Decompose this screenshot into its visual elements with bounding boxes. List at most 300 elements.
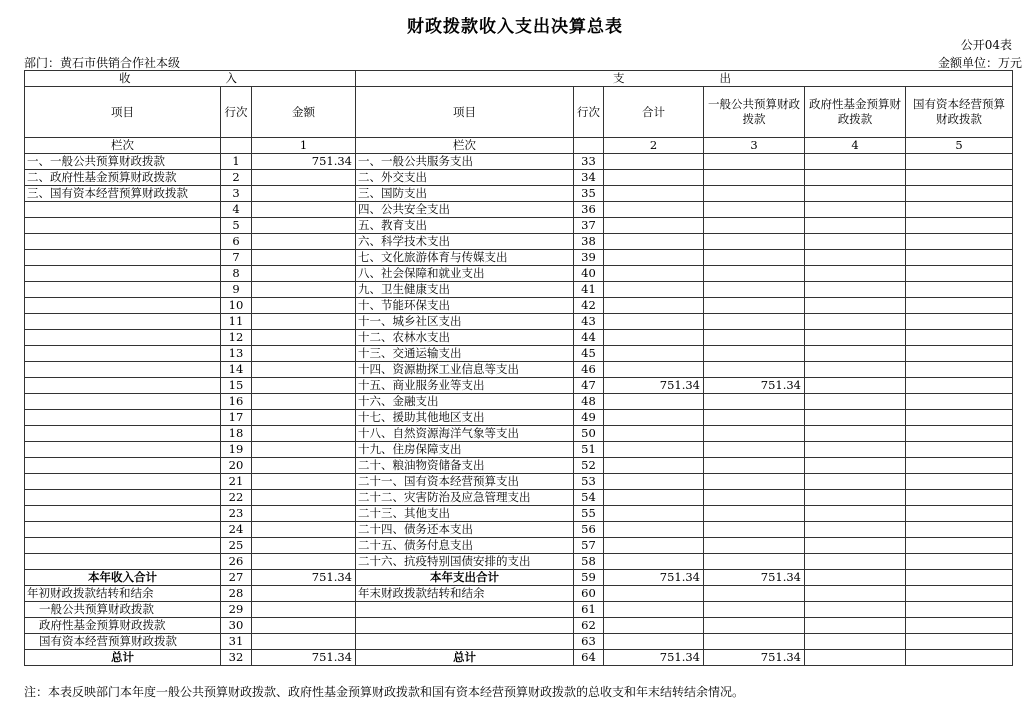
amount xyxy=(906,170,1013,186)
table-row xyxy=(25,426,1013,442)
col-label: 栏次 xyxy=(25,138,221,154)
amount xyxy=(704,170,805,186)
grand-income-label: 总计 xyxy=(25,650,221,666)
table-row xyxy=(25,266,1013,282)
line-no: 26 xyxy=(221,554,252,570)
amount xyxy=(805,378,906,394)
income-item xyxy=(25,394,221,410)
line-no: 4 xyxy=(221,202,252,218)
empty-cell xyxy=(805,602,906,618)
income-item xyxy=(25,282,221,298)
amount xyxy=(906,250,1013,266)
amount xyxy=(805,250,906,266)
line-no: 48 xyxy=(574,394,604,410)
table-row xyxy=(25,234,1013,250)
line-no: 62 xyxy=(574,618,604,634)
income-item: 一、一般公共预算财政拨款 xyxy=(25,154,221,170)
income-item xyxy=(25,506,221,522)
amount xyxy=(604,442,704,458)
line-no: 34 xyxy=(574,170,604,186)
empty-cell xyxy=(221,138,252,154)
budget-summary-table xyxy=(24,70,1013,666)
empty-cell xyxy=(604,586,704,602)
line-no: 49 xyxy=(574,410,604,426)
line-no: 20 xyxy=(221,458,252,474)
amount xyxy=(252,266,356,282)
amount xyxy=(906,346,1013,362)
col-label: 栏次 xyxy=(356,138,574,154)
line-no: 2 xyxy=(221,170,252,186)
amount xyxy=(604,522,704,538)
amount xyxy=(805,298,906,314)
amount xyxy=(805,202,906,218)
amount xyxy=(252,186,356,202)
amount xyxy=(604,266,704,282)
amount xyxy=(805,474,906,490)
table-row xyxy=(25,346,1013,362)
amount xyxy=(906,362,1013,378)
line-no: 15 xyxy=(221,378,252,394)
line-no: 33 xyxy=(574,154,604,170)
amount xyxy=(604,154,704,170)
amount xyxy=(906,154,1013,170)
income-item xyxy=(25,346,221,362)
amount xyxy=(805,346,906,362)
line-no: 19 xyxy=(221,442,252,458)
empty-cell xyxy=(805,634,906,650)
amount xyxy=(704,458,805,474)
empty-cell xyxy=(704,618,805,634)
amount xyxy=(906,202,1013,218)
table-row xyxy=(25,186,1013,202)
amount xyxy=(805,426,906,442)
empty-cell xyxy=(906,586,1013,602)
empty-cell xyxy=(604,618,704,634)
line-no: 16 xyxy=(221,394,252,410)
line-no: 31 xyxy=(221,634,252,650)
line-no: 23 xyxy=(221,506,252,522)
amount xyxy=(805,362,906,378)
expense-item: 八、社会保障和就业支出 xyxy=(356,266,574,282)
amount xyxy=(604,282,704,298)
expense-item: 十四、资源勘探工业信息等支出 xyxy=(356,362,574,378)
amount xyxy=(906,442,1013,458)
empty-cell xyxy=(906,618,1013,634)
amount: 751.34 xyxy=(604,570,704,586)
amount xyxy=(906,474,1013,490)
income-item xyxy=(25,458,221,474)
amount xyxy=(604,426,704,442)
amount xyxy=(604,490,704,506)
begin-fund-label: 政府性基金预算财政拨款 xyxy=(25,618,221,634)
carryover-capital-row xyxy=(25,634,1013,650)
expense-item: 十六、金融支出 xyxy=(356,394,574,410)
income-item xyxy=(25,378,221,394)
amount xyxy=(805,506,906,522)
empty-cell xyxy=(252,634,356,650)
income-item xyxy=(25,426,221,442)
amount xyxy=(252,314,356,330)
line-no: 1 xyxy=(221,154,252,170)
col-header-amount: 金额 xyxy=(252,87,356,138)
line-no: 13 xyxy=(221,346,252,362)
line-no: 36 xyxy=(574,202,604,218)
amount: 751.34 xyxy=(252,154,356,170)
table-row xyxy=(25,282,1013,298)
amount xyxy=(704,554,805,570)
empty-cell xyxy=(574,138,604,154)
amount xyxy=(704,186,805,202)
expense-item: 十二、农林水支出 xyxy=(356,330,574,346)
amount xyxy=(704,282,805,298)
amount xyxy=(805,234,906,250)
year-income-total-label: 本年收入合计 xyxy=(25,570,221,586)
amount xyxy=(252,458,356,474)
col-number: 5 xyxy=(906,138,1013,154)
amount xyxy=(604,314,704,330)
line-no: 52 xyxy=(574,458,604,474)
amount xyxy=(704,314,805,330)
amount xyxy=(252,426,356,442)
amount xyxy=(704,250,805,266)
line-no: 6 xyxy=(221,234,252,250)
income-item xyxy=(25,234,221,250)
amount xyxy=(704,154,805,170)
col-header-state-capital: 国有资本经营预算财政拨款 xyxy=(906,87,1013,138)
amount xyxy=(805,218,906,234)
empty-cell xyxy=(356,618,574,634)
income-section-header: 收 入 xyxy=(25,71,356,87)
income-item xyxy=(25,442,221,458)
amount xyxy=(704,522,805,538)
income-item xyxy=(25,554,221,570)
amount: 751.34 xyxy=(252,650,356,666)
amount xyxy=(906,554,1013,570)
income-item xyxy=(25,490,221,506)
table-row xyxy=(25,506,1013,522)
table-row xyxy=(25,442,1013,458)
empty-cell xyxy=(252,602,356,618)
amount xyxy=(704,410,805,426)
empty-cell xyxy=(252,618,356,634)
column-header-row xyxy=(25,87,1013,138)
report-title: 财政拨款收入支出决算总表 xyxy=(407,17,623,37)
col-header-gov-fund: 政府性基金预算财政拨款 xyxy=(805,87,906,138)
empty-cell xyxy=(604,602,704,618)
year-total-row xyxy=(25,570,1013,586)
line-no: 40 xyxy=(574,266,604,282)
amount xyxy=(604,362,704,378)
amount xyxy=(906,426,1013,442)
amount xyxy=(906,218,1013,234)
amount xyxy=(906,186,1013,202)
amount xyxy=(805,266,906,282)
amount xyxy=(906,314,1013,330)
amount xyxy=(604,218,704,234)
table-row xyxy=(25,298,1013,314)
amount xyxy=(252,538,356,554)
form-code: 公开04表 xyxy=(960,38,1012,52)
line-no: 44 xyxy=(574,330,604,346)
footnote: 注：本表反映部门本年度一般公共预算财政拨款、政府性基金预算财政拨款和国有资本经营预算财政拨款的总收支和年末结转结余情况。 xyxy=(24,685,745,699)
expense-item: 六、科学技术支出 xyxy=(356,234,574,250)
line-no: 58 xyxy=(574,554,604,570)
line-no: 17 xyxy=(221,410,252,426)
expense-item: 十九、住房保障支出 xyxy=(356,442,574,458)
amount xyxy=(604,458,704,474)
expense-item: 二十一、国有资本经营预算支出 xyxy=(356,474,574,490)
income-item xyxy=(25,266,221,282)
amount xyxy=(604,330,704,346)
amount xyxy=(906,458,1013,474)
line-no: 38 xyxy=(574,234,604,250)
col-header-line-no: 行次 xyxy=(221,87,252,138)
amount xyxy=(704,474,805,490)
expense-item: 二十二、灾害防治及应急管理支出 xyxy=(356,490,574,506)
expense-item: 二十三、其他支出 xyxy=(356,506,574,522)
amount xyxy=(805,442,906,458)
amount xyxy=(805,554,906,570)
empty-cell xyxy=(805,586,906,602)
amount xyxy=(604,538,704,554)
expense-item: 十七、援助其他地区支出 xyxy=(356,410,574,426)
amount xyxy=(252,282,356,298)
amount xyxy=(805,314,906,330)
table-row xyxy=(25,170,1013,186)
income-item: 三、国有资本经营预算财政拨款 xyxy=(25,186,221,202)
amount xyxy=(252,362,356,378)
table-row xyxy=(25,394,1013,410)
expense-item: 十五、商业服务业等支出 xyxy=(356,378,574,394)
line-no: 27 xyxy=(221,570,252,586)
carryover-row xyxy=(25,586,1013,602)
income-item xyxy=(25,298,221,314)
empty-cell xyxy=(356,634,574,650)
line-no: 29 xyxy=(221,602,252,618)
line-no: 12 xyxy=(221,330,252,346)
line-no: 42 xyxy=(574,298,604,314)
amount xyxy=(704,202,805,218)
amount xyxy=(704,330,805,346)
begin-general-label: 一般公共预算财政拨款 xyxy=(25,602,221,618)
line-no: 11 xyxy=(221,314,252,330)
amount xyxy=(252,202,356,218)
col-number: 4 xyxy=(805,138,906,154)
amount xyxy=(906,330,1013,346)
table-row xyxy=(25,154,1013,170)
amount xyxy=(704,538,805,554)
empty-cell xyxy=(805,570,906,586)
line-no: 3 xyxy=(221,186,252,202)
income-item xyxy=(25,202,221,218)
income-item xyxy=(25,538,221,554)
line-no: 46 xyxy=(574,362,604,378)
expense-item: 四、公共安全支出 xyxy=(356,202,574,218)
empty-cell xyxy=(906,634,1013,650)
amount xyxy=(252,378,356,394)
expense-item: 十一、城乡社区支出 xyxy=(356,314,574,330)
grand-total-row xyxy=(25,650,1013,666)
expense-item: 二、外交支出 xyxy=(356,170,574,186)
table-row xyxy=(25,330,1013,346)
line-no: 18 xyxy=(221,426,252,442)
amount xyxy=(604,170,704,186)
line-no: 56 xyxy=(574,522,604,538)
amount xyxy=(704,346,805,362)
carryover-fund-row xyxy=(25,618,1013,634)
empty-cell xyxy=(604,634,704,650)
amount xyxy=(906,282,1013,298)
table-row xyxy=(25,250,1013,266)
table-row xyxy=(25,538,1013,554)
amount xyxy=(252,170,356,186)
column-number-row xyxy=(25,138,1013,154)
amount xyxy=(906,410,1013,426)
expense-item: 一、一般公共服务支出 xyxy=(356,154,574,170)
amount xyxy=(604,234,704,250)
amount xyxy=(805,538,906,554)
amount xyxy=(906,538,1013,554)
table-row xyxy=(25,522,1013,538)
table-row xyxy=(25,202,1013,218)
table-row xyxy=(25,458,1013,474)
amount xyxy=(252,410,356,426)
amount xyxy=(805,186,906,202)
col-header-item: 项目 xyxy=(25,87,221,138)
amount xyxy=(704,234,805,250)
amount xyxy=(252,250,356,266)
empty-cell xyxy=(252,586,356,602)
expense-item: 十八、自然资源海洋气象等支出 xyxy=(356,426,574,442)
expense-item: 九、卫生健康支出 xyxy=(356,282,574,298)
amount xyxy=(805,394,906,410)
line-no: 60 xyxy=(574,586,604,602)
amount xyxy=(252,218,356,234)
income-item xyxy=(25,250,221,266)
empty-cell xyxy=(906,650,1013,666)
amount xyxy=(604,394,704,410)
line-no: 43 xyxy=(574,314,604,330)
amount xyxy=(604,474,704,490)
amount xyxy=(252,234,356,250)
income-item xyxy=(25,522,221,538)
line-no: 63 xyxy=(574,634,604,650)
line-no: 54 xyxy=(574,490,604,506)
expense-item: 二十、粮油物资储备支出 xyxy=(356,458,574,474)
year-expense-total-label: 本年支出合计 xyxy=(356,570,574,586)
line-no: 32 xyxy=(221,650,252,666)
amount: 751.34 xyxy=(704,378,805,394)
amount xyxy=(906,234,1013,250)
amount xyxy=(604,554,704,570)
amount: 751.34 xyxy=(604,378,704,394)
income-item xyxy=(25,218,221,234)
amount xyxy=(906,522,1013,538)
line-no: 53 xyxy=(574,474,604,490)
table-row xyxy=(25,410,1013,426)
amount xyxy=(252,506,356,522)
amount xyxy=(906,394,1013,410)
amount xyxy=(704,394,805,410)
amount xyxy=(604,298,704,314)
income-item xyxy=(25,330,221,346)
amount: 751.34 xyxy=(704,650,805,666)
amount xyxy=(704,490,805,506)
empty-cell xyxy=(906,570,1013,586)
line-no: 47 xyxy=(574,378,604,394)
line-no: 64 xyxy=(574,650,604,666)
line-no: 5 xyxy=(221,218,252,234)
table-row xyxy=(25,314,1013,330)
expense-item: 七、文化旅游体育与传媒支出 xyxy=(356,250,574,266)
empty-cell xyxy=(906,602,1013,618)
line-no: 59 xyxy=(574,570,604,586)
line-no: 22 xyxy=(221,490,252,506)
col-header-total: 合计 xyxy=(604,87,704,138)
amount xyxy=(252,554,356,570)
amount xyxy=(906,298,1013,314)
amount xyxy=(252,474,356,490)
line-no: 61 xyxy=(574,602,604,618)
line-no: 55 xyxy=(574,506,604,522)
amount xyxy=(252,442,356,458)
amount xyxy=(252,346,356,362)
table-row xyxy=(25,362,1013,378)
table-row xyxy=(25,490,1013,506)
amount xyxy=(704,266,805,282)
amount xyxy=(906,378,1013,394)
expense-item: 二十四、债务还本支出 xyxy=(356,522,574,538)
amount xyxy=(805,458,906,474)
end-carryover-label: 年末财政拨款结转和结余 xyxy=(356,586,574,602)
empty-cell xyxy=(704,586,805,602)
col-number: 1 xyxy=(252,138,356,154)
amount xyxy=(805,154,906,170)
empty-cell xyxy=(805,618,906,634)
amount xyxy=(252,490,356,506)
amount xyxy=(805,170,906,186)
amount xyxy=(704,218,805,234)
line-no: 24 xyxy=(221,522,252,538)
line-no: 41 xyxy=(574,282,604,298)
amount xyxy=(252,394,356,410)
amount xyxy=(704,298,805,314)
expense-item: 十、节能环保支出 xyxy=(356,298,574,314)
amount xyxy=(604,346,704,362)
col-header-general-budget: 一般公共预算财政拨款 xyxy=(704,87,805,138)
amount xyxy=(252,522,356,538)
line-no: 28 xyxy=(221,586,252,602)
income-item: 二、政府性基金预算财政拨款 xyxy=(25,170,221,186)
amount xyxy=(906,490,1013,506)
empty-cell xyxy=(805,650,906,666)
amount: 751.34 xyxy=(252,570,356,586)
begin-carryover-label: 年初财政拨款结转和结余 xyxy=(25,586,221,602)
line-no: 9 xyxy=(221,282,252,298)
income-item xyxy=(25,474,221,490)
amount xyxy=(805,282,906,298)
line-no: 51 xyxy=(574,442,604,458)
income-item xyxy=(25,314,221,330)
amount xyxy=(906,266,1013,282)
amount xyxy=(604,250,704,266)
amount xyxy=(805,490,906,506)
carryover-general-row xyxy=(25,602,1013,618)
line-no: 8 xyxy=(221,266,252,282)
amount xyxy=(604,506,704,522)
table-row xyxy=(25,218,1013,234)
line-no: 10 xyxy=(221,298,252,314)
